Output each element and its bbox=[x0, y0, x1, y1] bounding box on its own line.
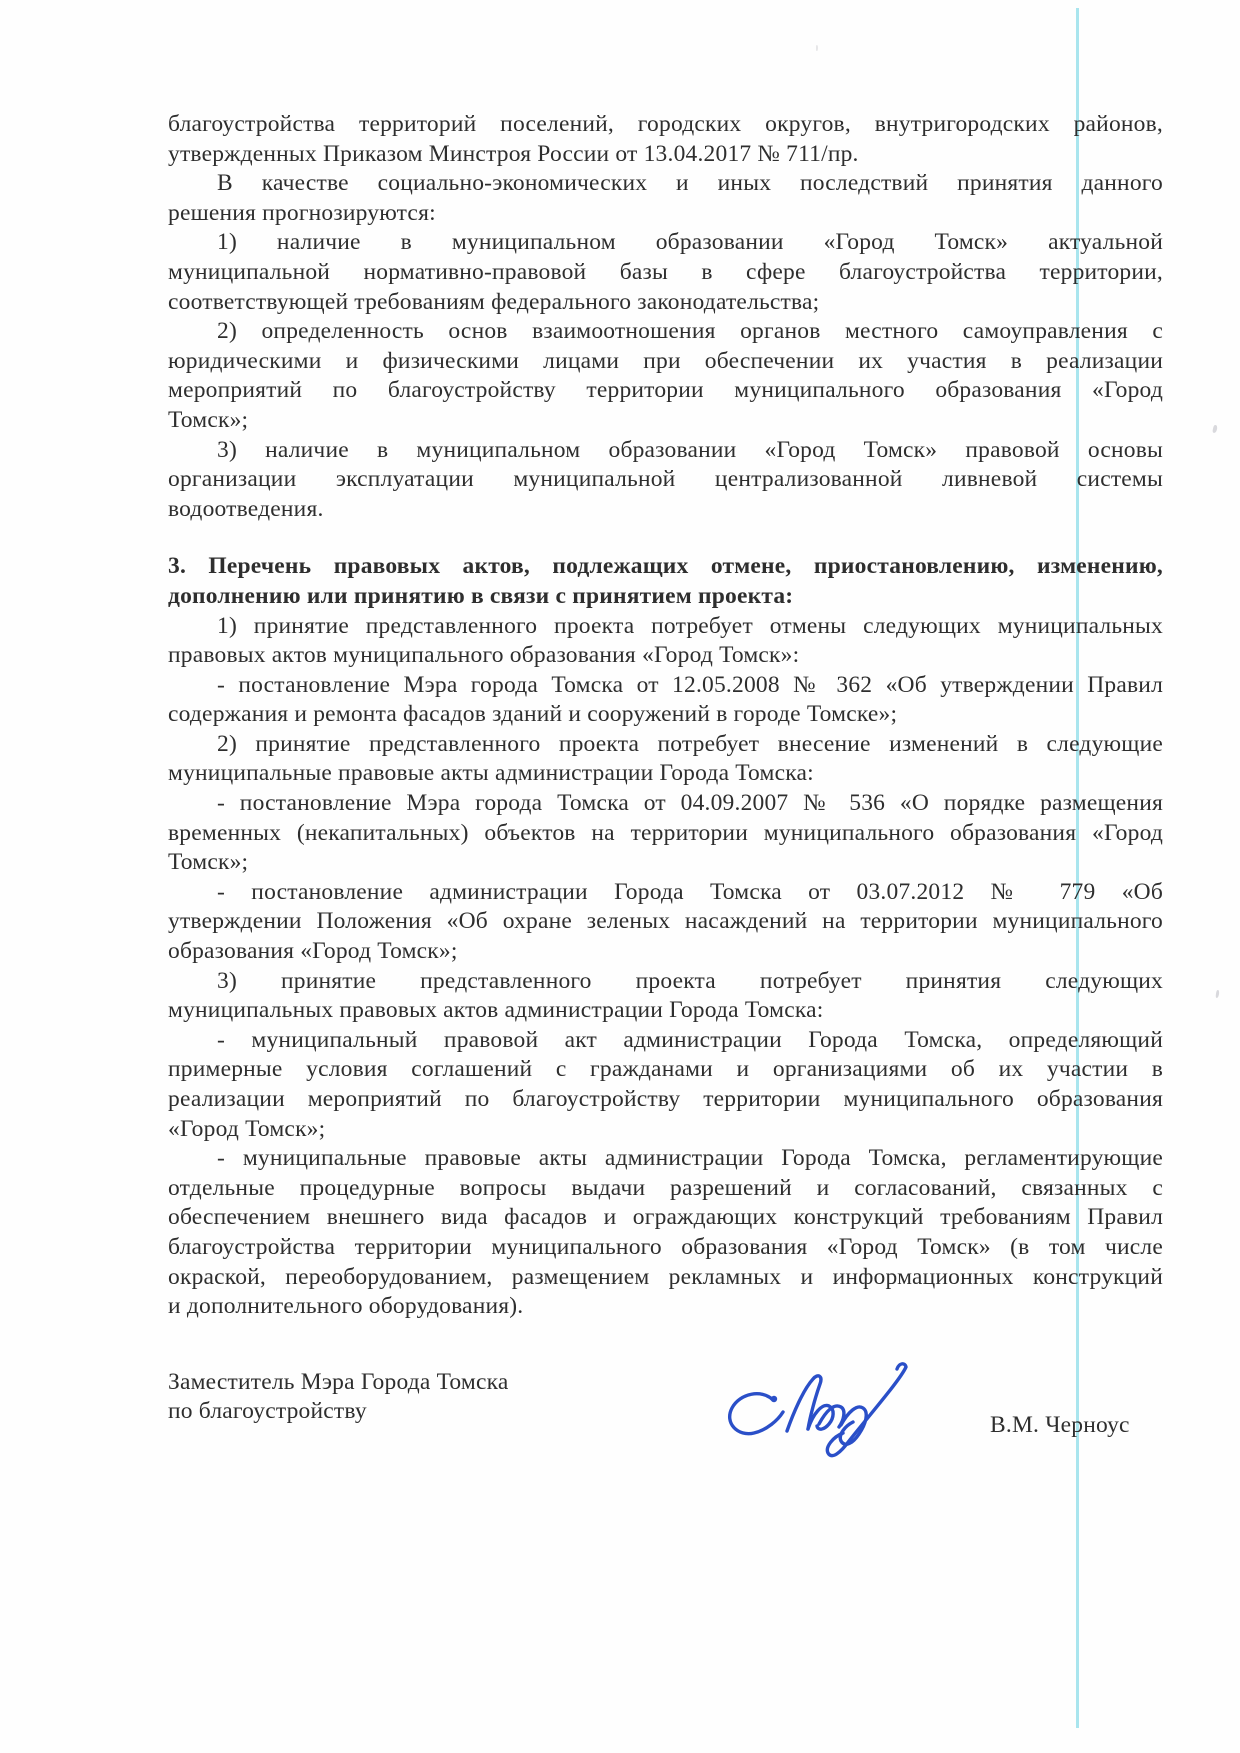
paragraph-dash-item bbox=[168, 878, 1163, 967]
text-line: Томск»; bbox=[168, 406, 249, 433]
text-line: 1) принятие представленного проекта потребует отмены следующих муниципальных bbox=[217, 612, 1163, 639]
text-line: муниципальной нормативно-правовой базы в сфере благоустройства территории, bbox=[168, 258, 1163, 285]
text-line: реализации мероприятий по благоустройству территории муниципального образования bbox=[168, 1086, 1163, 1112]
text-line: муниципальных правовых актов администрации Города Томска: bbox=[168, 997, 824, 1024]
scan-speckle bbox=[1215, 990, 1219, 998]
signatory-name: В.М. Черноус bbox=[990, 1411, 1130, 1438]
text-line: содержания и ремонта фасадов зданий и сооружений в городе Томске»; bbox=[168, 701, 898, 728]
text-line: 3) наличие в муниципальном образовании «Город Томск» правовой основы bbox=[217, 436, 1163, 463]
text-line: решения прогнозируются: bbox=[168, 199, 436, 226]
paragraph-dash-item bbox=[168, 789, 1163, 878]
section-heading bbox=[168, 552, 1163, 611]
paragraph-continuation bbox=[168, 110, 1163, 169]
handwritten-signature-icon bbox=[710, 1336, 930, 1486]
text-line: «Город Томск»; bbox=[168, 1115, 326, 1142]
text-line: В качестве социально-экономических и иных последствий принятия данного bbox=[217, 170, 1163, 197]
text-line: 1) наличие в муниципальном образовании «Город Томск» актуальной bbox=[217, 229, 1163, 256]
paragraph-list-item-1 bbox=[168, 228, 1163, 317]
paragraph-list-item-2 bbox=[168, 730, 1163, 789]
text-line: водоотведения. bbox=[168, 495, 324, 522]
text-line: благоустройства территории муниципального образования «Город Томск» (в том числе bbox=[168, 1233, 1163, 1260]
scan-speckle bbox=[816, 45, 818, 51]
text-line: благоустройства территорий поселений, городских округов, внутригородских районов, bbox=[168, 111, 1163, 137]
signature-block bbox=[168, 1368, 1163, 1538]
text-line: организации эксплуатации муниципальной централизованной ливневой системы bbox=[168, 466, 1163, 493]
text-line: правовых актов муниципального образования «Город Томск»: bbox=[168, 642, 800, 669]
scan-speckle bbox=[1212, 425, 1218, 434]
text-line: - постановление Мэра города Томска от 12.05.2008 № 362 «Об утверждении Правил bbox=[217, 671, 1163, 698]
text-line: - муниципальный правовой акт администрации Города Томска, определяющий bbox=[217, 1026, 1163, 1053]
text-line: утвержденных Приказом Минстроя России от 13.04.2017 № 711/пр. bbox=[168, 140, 859, 167]
paragraph-list-item-3 bbox=[168, 967, 1163, 1026]
paragraph-dash-item bbox=[168, 1026, 1163, 1144]
text-line: временных (некапитальных) объектов на территории муниципального образования «Город bbox=[168, 819, 1163, 846]
text-line: - муниципальные правовые акты администрации Города Томска, регламентирующие bbox=[217, 1145, 1163, 1172]
text-line: Томск»; bbox=[168, 849, 249, 876]
text-line: 3) принятие представленного проекта потребует принятия следующих bbox=[217, 967, 1163, 994]
signatory-position bbox=[168, 1368, 688, 1427]
text-line: примерные условия соглашений с гражданами и организациями об их участии в bbox=[168, 1056, 1163, 1083]
paragraph-list-item-2 bbox=[168, 317, 1163, 435]
paragraph-list-item-1 bbox=[168, 612, 1163, 671]
text-line: соответствующей требованиям федерального законодательства; bbox=[168, 288, 820, 315]
text-line: - постановление администрации Города Томска от 03.07.2012 № 779 «Об bbox=[217, 878, 1163, 905]
text-line: отдельные процедурные вопросы выдачи разрешений и согласований, связанных с bbox=[168, 1174, 1163, 1201]
text-line: образования «Город Томск»; bbox=[168, 938, 458, 965]
text-line: дополнению или принятию в связи с принятием проекта: bbox=[168, 582, 794, 609]
text-line: мероприятий по благоустройству территории муниципального образования «Город bbox=[168, 377, 1163, 404]
text-line: обеспечением внешнего вида фасадов и ограждающих конструкций требованиям Правил bbox=[168, 1204, 1163, 1231]
paragraph bbox=[168, 169, 1163, 228]
text-line: 3. Перечень правовых актов, подлежащих отмене, приостановлению, изменению, bbox=[168, 553, 1163, 580]
paragraph-list-item-3 bbox=[168, 436, 1163, 525]
document-text-block bbox=[168, 110, 1163, 1538]
text-line: 2) принятие представленного проекта потребует внесение изменений в следующие bbox=[217, 730, 1163, 757]
text-line: муниципальные правовые акты администрации Города Томска: bbox=[168, 760, 814, 787]
text-line: Заместитель Мэра Города Томска bbox=[168, 1368, 509, 1395]
text-line: окраской, переоборудованием, размещением рекламных и информационных конструкций bbox=[168, 1263, 1163, 1290]
text-line: утверждении Положения «Об охране зеленых насаждений на территории муниципального bbox=[168, 908, 1163, 935]
text-line: - постановление Мэра города Томска от 04.09.2007 № 536 «О порядке размещения bbox=[217, 790, 1163, 817]
text-line: 2) определенность основ взаимоотношения органов местного самоуправления с bbox=[217, 318, 1163, 345]
text-line: по благоустройству bbox=[168, 1398, 367, 1425]
text-line: юридическими и физическими лицами при обеспечении их участия в реализации bbox=[168, 347, 1163, 374]
text-line: и дополнительного оборудования). bbox=[168, 1293, 524, 1320]
paragraph-dash-item bbox=[168, 1144, 1163, 1322]
paragraph-dash-item bbox=[168, 671, 1163, 730]
